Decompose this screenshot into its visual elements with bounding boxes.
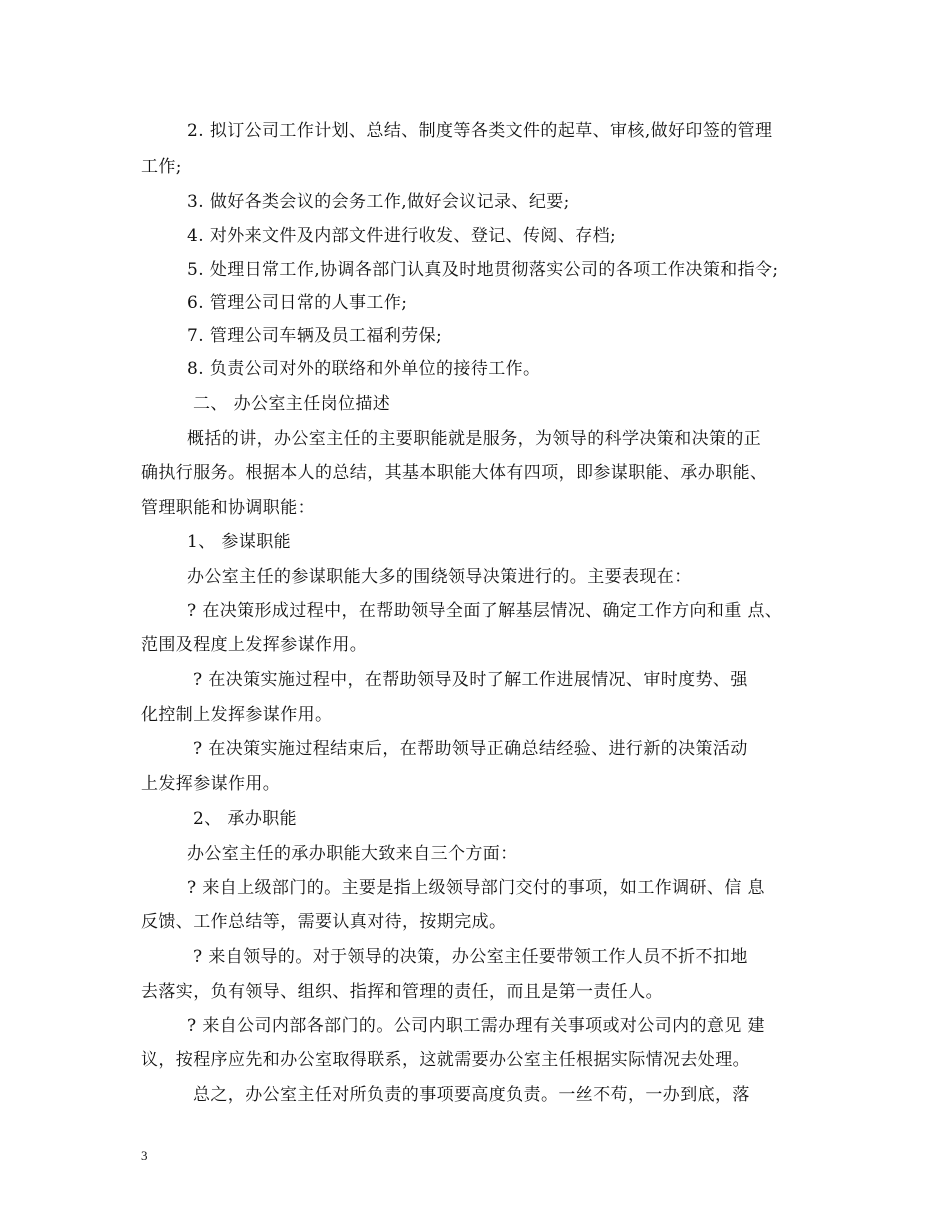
page-number: 3 [141,1148,148,1163]
text-line: ? 来自领导的。对于领导的决策，办公室主任要带领工作人员不折不扣地 [193,947,748,967]
text-line: 5. 处理日常工作,协调各部门认真及时地贯彻落实公司的各项工作决策和指令; [187,260,779,280]
text-line: 2. 拟订公司工作计划、总结、制度等各类文件的起草、审核,做好印签的管理 [187,121,773,141]
text-line: 8. 负责公司对外的联络和外单位的接待工作。 [187,359,541,379]
text-line: 去落实，负有领导、组织、指挥和管理的责任，而且是第一责任人。 [141,982,663,1002]
text-line: 概括的讲，办公室主任的主要职能就是服务，为领导的科学决策和决策的正 [187,429,762,449]
text-line: ? 来自公司内部各部门的。公司内职工需办理有关事项或对公司内的意见 建 [187,1016,765,1036]
text-line: ? 在决策形成过程中，在帮助领导全面了解基层情况、确定工作方向和重 点、 [187,601,783,621]
text-line: 办公室主任的承办职能大致来自三个方面： [187,844,518,864]
text-line: 工作; [141,157,182,177]
subsection-heading: 1、 参谋职能 [187,532,292,552]
text-line: 范围及程度上发挥参谋作用。 [141,635,368,655]
text-line: 议，按程序应先和办公室取得联系，这就需要办公室主任根据实际情况去处理。 [141,1050,750,1070]
text-line: 化控制上发挥参谋作用。 [141,705,333,725]
text-line: 办公室主任的参谋职能大多的围绕领导决策进行的。主要表现在： [187,567,692,587]
text-line: 管理职能和协调职能： [141,498,315,518]
text-line: 确执行服务。根据本人的总结，其基本职能大体有四项，即参谋职能、承办职能、 [141,463,768,483]
section-heading: 二、 办公室主任岗位描述 [193,394,391,414]
text-line: ? 在决策实施过程中，在帮助领导及时了解工作进展情况、审时度势、强 [193,670,748,690]
text-line: ? 来自上级部门的。主要是指上级领导部门交付的事项，如工作调研、信 息 [187,878,765,898]
text-line: 3. 做好各类会议的会务工作,做好会议记录、纪要; [187,192,570,212]
text-line: 4. 对外来文件及内部文件进行收发、登记、传阅、存档; [187,226,617,246]
text-line: 总之，办公室主任对所负责的事项要高度负责。一丝不苟，一办到底，落 [193,1085,750,1105]
subsection-heading: 2、 承办职能 [193,809,298,829]
text-line: 反馈、工作总结等，需要认真对待，按期完成。 [141,912,507,932]
text-line: 7. 管理公司车辆及员工福利劳保; [187,326,443,346]
text-line: 上发挥参谋作用。 [141,774,281,794]
text-line: 6. 管理公司日常的人事工作; [187,293,408,313]
text-line: ? 在决策实施过程结束后，在帮助领导正确总结经验、进行新的决策活动 [193,739,748,759]
